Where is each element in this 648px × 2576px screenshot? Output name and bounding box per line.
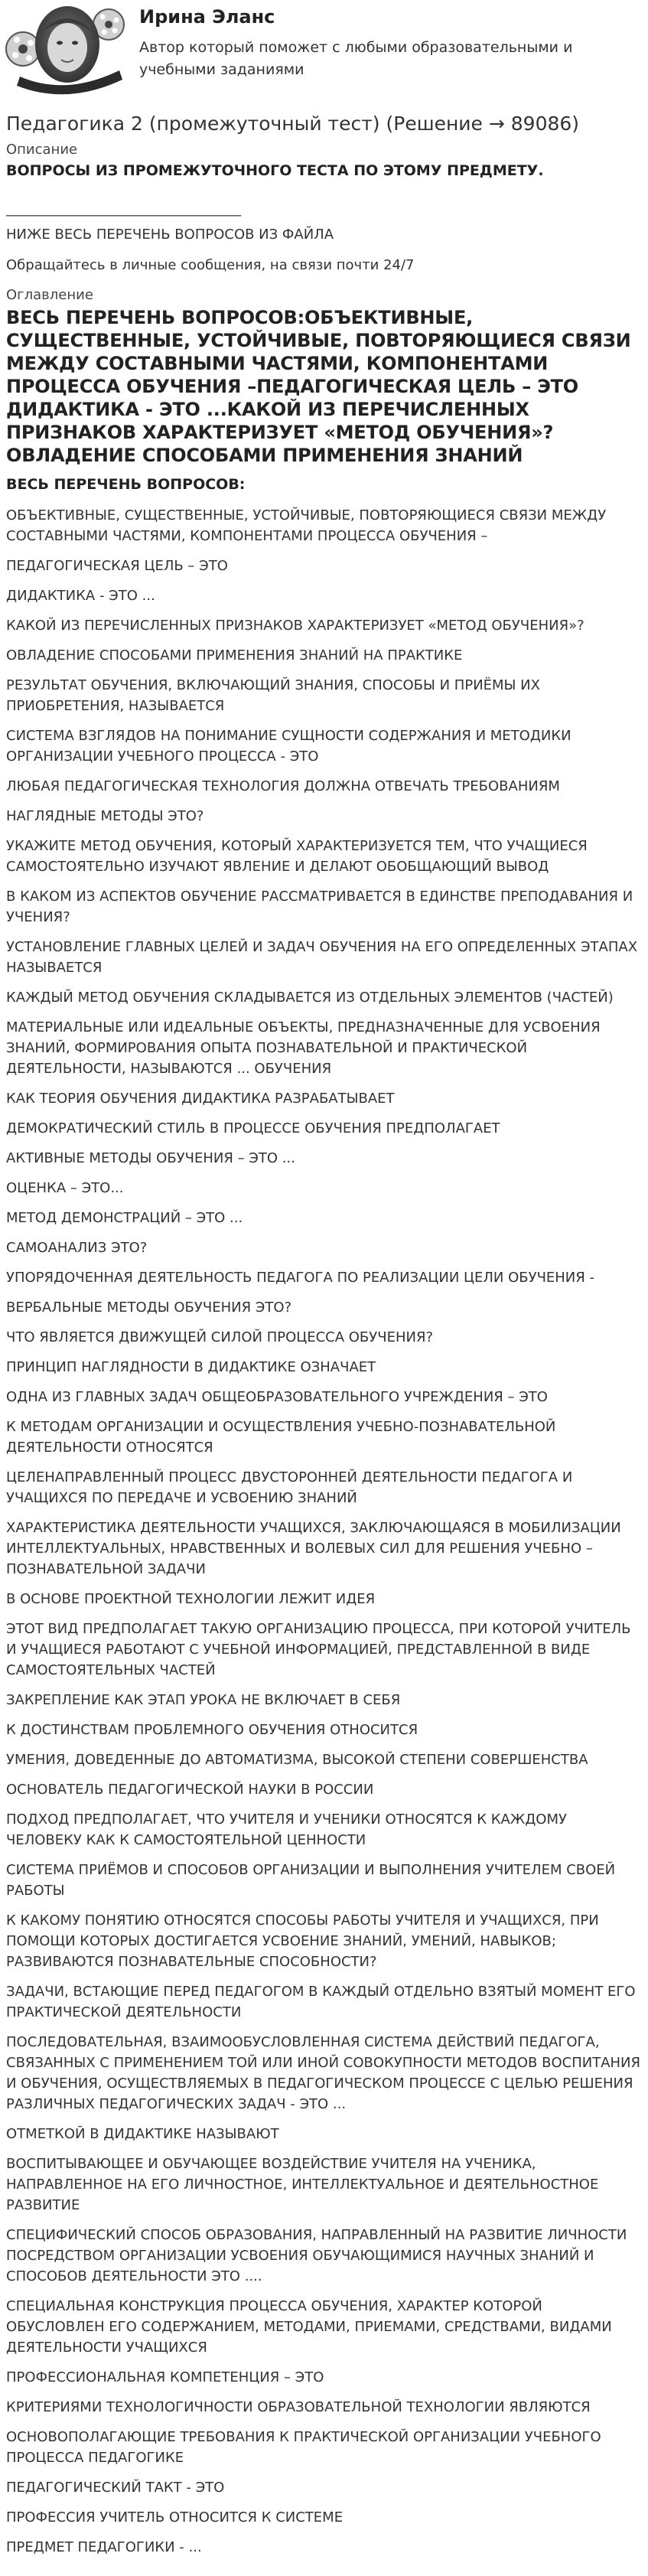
avatar-image xyxy=(5,0,127,96)
question-item: ОВЛАДЕНИЕ СПОСОБАМИ ПРИМЕНЕНИЯ ЗНАНИЙ НА ПРАКТИКЕ xyxy=(6,647,463,664)
question-item: ПРОФЕССИЯ УЧИТЕЛЬ ОТНОСИТСЯ К СИСТЕМЕ xyxy=(6,2509,344,2525)
question-item: ПРИНЦИП НАГЛЯДНОСТИ В ДИДАКТИКЕ ОЗНАЧАЕТ xyxy=(6,1359,376,1375)
question-item: КРИТЕРИЯМИ ТЕХНОЛОГИЧНОСТИ ОБРАЗОВАТЕЛЬНОЙ ТЕХНОЛОГИИ ЯВЛЯЮТСЯ xyxy=(6,2399,591,2415)
question-item: ПРОФЕССИОНАЛЬНАЯ КОМПЕТЕНЦИЯ – ЭТО xyxy=(6,2369,324,2385)
question-item: ЗАДАЧИ, ВСТАЮЩИЕ ПЕРЕД ПЕДАГОГОМ В КАЖДЫЙ ОТДЕЛЬНО ВЗЯТЫЙ МОМЕНТ ЕГО ПРАКТИЧЕСКОЙ ДЕЯТЕЛЬНОСТИ xyxy=(6,1984,636,2020)
question-item: ОДНА ИЗ ГЛАВНЫХ ЗАДАЧ ОБЩЕОБРАЗОВАТЕЛЬНОГО УЧРЕЖДЕНИЯ – ЭТО xyxy=(6,1389,548,1405)
question-item: ПРЕДМЕТ ПЕДАГОГИКИ - ... xyxy=(6,2539,202,2555)
avatar[interactable] xyxy=(5,0,127,96)
question-item: ЭТОТ ВИД ПРЕДПОЛАГАЕТ ТАКУЮ ОРГАНИЗАЦИЮ ПРОЦЕССА, ПРИ КОТОРОЙ УЧИТЕЛЬ И УЧАЩИЕСЯ РАБОТАЮТ С УЧЕБНОЙ ИНФОРМАЦИЕЙ, ПРЕДСТАВЛЕННОЙ В ВИДЕ САМОСТОЯТЕЛЬНЫХ ЧАСТЕЙ xyxy=(6,1621,631,1678)
questions-heading: ВЕСЬ ПЕРЕЧЕНЬ ВОПРОСОВ: xyxy=(6,476,246,493)
question-item: МАТЕРИАЛЬНЫЕ ИЛИ ИДЕАЛЬНЫЕ ОБЪЕКТЫ, ПРЕДНАЗНАЧЕННЫЕ ДЛЯ УСВОЕНИЯ ЗНАНИЙ, ФОРМИРОВАНИЯ ОПЫТА ПОЗНАВАТЕЛЬНОЙ И ПРАКТИЧЕСКОЙ ДЕЯТЕЛЬНОСТИ, НАЗЫВАЮТСЯ ... ОБУЧЕНИЯ xyxy=(6,1019,601,1077)
author-header xyxy=(0,0,648,98)
toc-label: Оглавление xyxy=(6,287,93,303)
below-line: НИЖЕ ВЕСЬ ПЕРЕЧЕНЬ ВОПРОСОВ ИЗ ФАЙЛА xyxy=(6,227,334,243)
question-item: ЗАКРЕПЛЕНИЕ КАК ЭТАП УРОКА НЕ ВКЛЮЧАЕТ В СЕБЯ xyxy=(6,1692,401,1708)
separator-line: ____________________________________ xyxy=(6,200,240,217)
question-item: К КАКОМУ ПОНЯТИЮ ОТНОСЯТСЯ СПОСОБЫ РАБОТЫ УЧИТЕЛЯ И УЧАЩИХСЯ, ПРИ ПОМОЩИ КОТОРЫХ ДОСТИГАЕТСЯ УСВОЕНИЕ ЗНАНИЙ, УМЕНИЙ, НАВЫКОВ; РАЗВИВАЮТСЯ ПОЗНАВАТЕЛЬНЫЕ СПОСОБНОСТИ? xyxy=(6,1912,599,1970)
question-item: В КАКОМ ИЗ АСПЕКТОВ ОБУЧЕНИЕ РАССМАТРИВАЕТСЯ В ЕДИНСТВЕ ПРЕПОДАВАНИЯ И УЧЕНИЯ? xyxy=(6,889,633,925)
document-content xyxy=(0,112,648,2558)
question-item: УПОРЯДОЧЕННАЯ ДЕЯТЕЛЬНОСТЬ ПЕДАГОГА ПО РЕАЛИЗАЦИИ ЦЕЛИ ОБУЧЕНИЯ - xyxy=(6,1270,594,1286)
question-item: УМЕНИЯ, ДОВЕДЕННЫЕ ДО АВТОМАТИЗМА, ВЫСОКОЙ СТЕПЕНИ СОВЕРШЕНСТВА xyxy=(6,1752,588,1768)
question-item: САМОАНАЛИЗ ЭТО? xyxy=(6,1240,148,1256)
question-item: ДЕМОКРАТИЧЕСКИЙ СТИЛЬ В ПРОЦЕССЕ ОБУЧЕНИЯ ПРЕДПОЛАГАЕТ xyxy=(6,1120,500,1136)
question-item: ДИДАКТИКА - ЭТО ... xyxy=(6,588,155,604)
question-item: АКТИВНЫЕ МЕТОДЫ ОБУЧЕНИЯ – ЭТО ... xyxy=(6,1150,295,1166)
author-description: Автор который поможет с любыми образовательными и учебными заданиями xyxy=(139,39,573,78)
question-item: УСТАНОВЛЕНИЕ ГЛАВНЫХ ЦЕЛЕЙ И ЗАДАЧ ОБУЧЕНИЯ НА ЕГО ОПРЕДЕЛЕННЫХ ЭТАПАХ НАЗЫВАЕТСЯ xyxy=(6,939,638,976)
description-heading: ВОПРОСЫ ИЗ ПРОМЕЖУТОЧНОГО ТЕСТА ПО ЭТОМУ ПРЕДМЕТУ. xyxy=(6,162,544,179)
page-title: Педагогика 2 (промежуточный тест) (Решение → 89086) xyxy=(6,112,580,135)
question-item: ВОСПИТЫВАЮЩЕЕ И ОБУЧАЮЩЕЕ ВОЗДЕЙСТВИЕ УЧИТЕЛЯ НА УЧЕНИКА, НАПРАВЛЕННОЕ НА ЕГО ЛИЧНОСТНОЕ, ИНТЕЛЛЕКТУАЛЬНОЕ И ДЕЯТЕЛЬНОСТНОЕ РАЗВИТИЕ xyxy=(6,2156,599,2213)
question-item: ОСНОВОПОЛАГАЮЩИЕ ТРЕБОВАНИЯ К ПРАКТИЧЕСКОЙ ОРГАНИЗАЦИИ УЧЕБНОГО ПРОЦЕССА ПЕДАГОГИКЕ xyxy=(6,2429,601,2466)
question-item: МЕТОД ДЕМОНСТРАЦИЙ – ЭТО ... xyxy=(6,1210,243,1226)
question-item: ПЕДАГОГИЧЕСКИЙ ТАКТ - ЭТО xyxy=(6,2480,225,2496)
question-item: ЛЮБАЯ ПЕДАГОГИЧЕСКАЯ ТЕХНОЛОГИЯ ДОЛЖНА ОТВЕЧАТЬ ТРЕБОВАНИЯМ xyxy=(6,778,560,794)
question-item: К МЕТОДАМ ОРГАНИЗАЦИИ И ОСУЩЕСТВЛЕНИЯ УЧЕБНО-ПОЗНАВАТЕЛЬНОЙ ДЕЯТЕЛЬНОСТИ ОТНОСЯТСЯ xyxy=(6,1419,556,1456)
question-item: ОБЪЕКТИВНЫЕ, СУЩЕСТВЕННЫЕ, УСТОЙЧИВЫЕ, ПОВТОРЯЮЩИЕСЯ СВЯЗИ МЕЖДУ СОСТАВНЫМИ ЧАСТЯМИ, КОМПОНЕНТАМИ ПРОЦЕССА ОБУЧЕНИЯ – xyxy=(6,507,607,544)
question-item: СИСТЕМА ПРИЁМОВ И СПОСОБОВ ОРГАНИЗАЦИИ И ВЫПОЛНЕНИЯ УЧИТЕЛЕМ СВОЕЙ РАБОТЫ xyxy=(6,1862,616,1899)
question-item: ПОСЛЕДОВАТЕЛЬНАЯ, ВЗАИМООБУСЛОВЛЕННАЯ СИСТЕМА ДЕЙСТВИЙ ПЕДАГОГА, СВЯЗАННЫХ С ПРИМЕНЕНИЕМ ТОЙ ИЛИ ИНОЙ СОВОКУПНОСТИ МЕТОДОВ ВОСПИТАНИЯ И ОБУЧЕНИЯ, ОСУЩЕСТВЛЯЕМЫХ В ПЕДАГОГИЧЕСКОМ ПРОЦЕССЕ С ЦЕЛЬЮ РЕШЕНИЯ РАЗЛИЧНЫХ ПЕДАГОГИЧЕСКИХ ЗАДАЧ - ЭТО ... xyxy=(6,2034,641,2112)
toc-title: ВЕСЬ ПЕРЕЧЕНЬ ВОПРОСОВ:ОБЪЕКТИВНЫЕ, СУЩЕСТВЕННЫЕ, УСТОЙЧИВЫЕ, ПОВТОРЯЮЩИЕСЯ СВЯЗИ МЕЖДУ СОСТАВНЫМИ ЧАСТЯМИ, КОМПОНЕНТАМИ ПРОЦЕССА ОБУЧЕНИЯ –ПЕДАГОГИЧЕСКАЯ ЦЕЛЬ – ЭТО ДИДАКТИКА - ЭТО ...КАКОЙ ИЗ ПЕРЕЧИСЛЕННЫХ ПРИЗНАКОВ ХАРАКТЕРИЗУЕТ «МЕТОД ОБУЧЕНИЯ»?ОВЛАДЕНИЕ СПОСОБАМИ ПРИМЕНЕНИЯ ЗНАНИЙ xyxy=(6,307,631,466)
question-item: ХАРАКТЕРИСТИКА ДЕЯТЕЛЬНОСТИ УЧАЩИХСЯ, ЗАКЛЮЧАЮЩАЯСЯ В МОБИЛИЗАЦИИ ИНТЕЛЛЕКТУАЛЬНЫХ, НРАВСТВЕННЫХ И ВОЛЕВЫХ СИЛ ДЛЯ РЕШЕНИЯ УЧЕБНО – ПОЗНАВАТЕЛЬНОЙ ЗАДАЧИ xyxy=(6,1520,621,1577)
question-item: ОЦЕНКА – ЭТО... xyxy=(6,1180,124,1196)
question-item: НАГЛЯДНЫЕ МЕТОДЫ ЭТО? xyxy=(6,808,204,824)
question-item: УКАЖИТЕ МЕТОД ОБУЧЕНИЯ, КОТОРЫЙ ХАРАКТЕРИЗУЕТСЯ ТЕМ, ЧТО УЧАЩИЕСЯ САМОСТОЯТЕЛЬНО ИЗУЧАЮТ ЯВЛЕНИЕ И ДЕЛАЮТ ОБОБЩАЮЩИЙ ВЫВОД xyxy=(6,838,588,875)
question-item: КАЖДЫЙ МЕТОД ОБУЧЕНИЯ СКЛАДЫВАЕТСЯ ИЗ ОТДЕЛЬНЫХ ЭЛЕМЕНТОВ (ЧАСТЕЙ) xyxy=(6,990,614,1006)
question-item: СПЕЦИФИЧЕСКИЙ СПОСОБ ОБРАЗОВАНИЯ, НАПРАВЛЕННЫЙ НА РАЗВИТИЕ ЛИЧНОСТИ ПОСРЕДСТВОМ ОРГАНИЗАЦИИ УСВОЕНИЯ ОБУЧАЮЩИМИСЯ НАУЧНЫХ ЗНАНИЙ И СПОСОБОВ ДЕЯТЕЛЬНОСТИ ЭТО .... xyxy=(6,2227,627,2284)
question-item: СПЕЦИАЛЬНАЯ КОНСТРУКЦИЯ ПРОЦЕССА ОБУЧЕНИЯ, ХАРАКТЕР КОТОРОЙ ОБУСЛОВЛЕН ЕГО СОДЕРЖАНИЕМ, МЕТОДАМИ, ПРИЕМАМИ, СРЕДСТВАМИ, ВИДАМИ ДЕЯТЕЛЬНОСТИ УЧАЩИХСЯ xyxy=(6,2298,612,2356)
question-item: КАК ТЕОРИЯ ОБУЧЕНИЯ ДИДАКТИКА РАЗРАБАТЫВАЕТ xyxy=(6,1091,395,1107)
question-item: ПОДХОД ПРЕДПОЛАГАЕТ, ЧТО УЧИТЕЛЯ И УЧЕНИКИ ОТНОСЯТСЯ К КАЖДОМУ ЧЕЛОВЕКУ КАК К САМОСТОЯТЕЛЬНОЙ ЦЕННОСТИ xyxy=(6,1811,567,1848)
question-item: ЦЕЛЕНАПРАВЛЕННЫЙ ПРОЦЕСС ДВУСТОРОННЕЙ ДЕЯТЕЛЬНОСТИ ПЕДАГОГА И УЧАЩИХСЯ ПО ПЕРЕДАЧЕ И УСВОЕНИЮ ЗНАНИЙ xyxy=(6,1469,573,1506)
description-label: Описание xyxy=(6,142,78,158)
question-item: ОТМЕТКОЙ В ДИДАКТИКЕ НАЗЫВАЮТ xyxy=(6,2126,279,2142)
question-item: КАКОЙ ИЗ ПЕРЕЧИСЛЕННЫХ ПРИЗНАКОВ ХАРАКТЕРИЗУЕТ «МЕТОД ОБУЧЕНИЯ»? xyxy=(6,618,585,634)
question-item: К ДОСТИНСТВАМ ПРОБЛЕМНОГО ОБУЧЕНИЯ ОТНОСИТСЯ xyxy=(6,1722,418,1738)
question-item: РЕЗУЛЬТАТ ОБУЧЕНИЯ, ВКЛЮЧАЮЩИЙ ЗНАНИЯ, СПОСОБЫ И ПРИЁМЫ ИХ ПРИОБРЕТЕНИЯ, НАЗЫВАЕТСЯ xyxy=(6,677,540,714)
question-item: ЧТО ЯВЛЯЕТСЯ ДВИЖУЩЕЙ СИЛОЙ ПРОЦЕССА ОБУЧЕНИЯ? xyxy=(6,1329,434,1345)
question-list xyxy=(6,505,640,2558)
question-item: ОСНОВАТЕЛЬ ПЕДАГОГИЧЕСКОЙ НАУКИ В РОССИИ xyxy=(6,1782,374,1798)
question-item: В ОСНОВЕ ПРОЕКТНОЙ ТЕХНОЛОГИИ ЛЕЖИТ ИДЕЯ xyxy=(6,1591,376,1607)
author-name[interactable]: Ирина Эланс xyxy=(139,6,275,28)
contact-line: Обращайтесь в личные сообщения, на связи почти 24/7 xyxy=(6,257,415,273)
question-item: СИСТЕМА ВЗГЛЯДОВ НА ПОНИМАНИЕ СУЩНОСТИ СОДЕРЖАНИЯ И МЕТОДИКИ ОРГАНИЗАЦИИ УЧЕБНОГО ПРОЦЕССА - ЭТО xyxy=(6,728,571,765)
question-item: ВЕРБАЛЬНЫЕ МЕТОДЫ ОБУЧЕНИЯ ЭТО? xyxy=(6,1299,292,1316)
question-item: ПЕДАГОГИЧЕСКАЯ ЦЕЛЬ – ЭТО xyxy=(6,558,228,574)
